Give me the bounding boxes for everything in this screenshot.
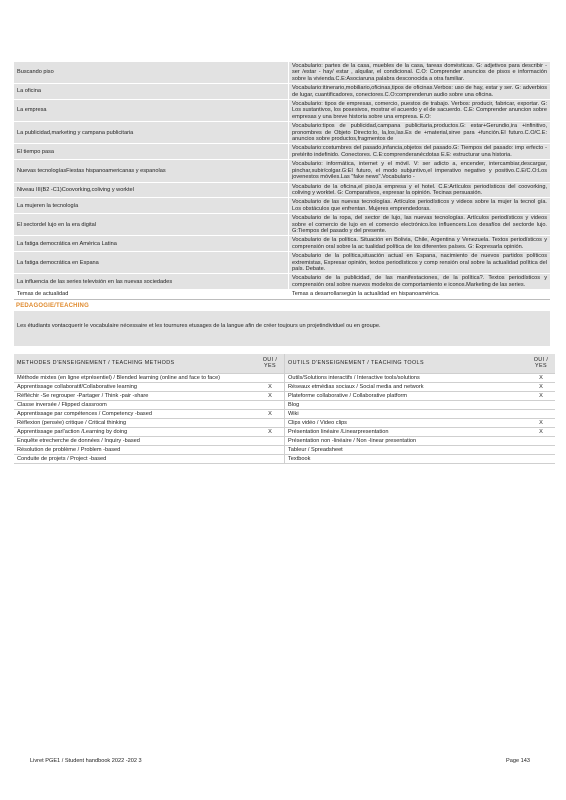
topic-row bbox=[14, 290, 550, 299]
method-yes-mark: X bbox=[256, 410, 285, 419]
method-label: Conduite de projets / Project -based bbox=[14, 455, 256, 464]
method-tool-row bbox=[14, 446, 555, 455]
method-tool-row bbox=[14, 428, 555, 437]
tool-yes-mark bbox=[527, 455, 555, 464]
topic-row bbox=[14, 198, 550, 214]
method-label: Enquête etrecherche de données / Inquiry -based bbox=[14, 437, 256, 446]
method-tool-row bbox=[14, 455, 555, 464]
topic-row bbox=[14, 160, 550, 182]
method-yes-mark bbox=[256, 401, 285, 410]
method-yes-mark bbox=[256, 455, 285, 464]
method-tool-row bbox=[14, 383, 555, 392]
topic-content: Vocabulario de la política,situación actual en Espana, nacimiento de nuevos partidos políticos extremistas, Expresar opinión, textos periodísticos y comp rensión oral sobre la actualidad política del país. Debate. bbox=[289, 252, 551, 274]
topic-row bbox=[14, 236, 550, 252]
topic-content: Vocabulario de la oficina,el piso,la empresa y el hotel. C.E:Artículos periodísticos del coovorking, coliving y worktel. G: Comparativos, expresar la opinión. Tecinas persuasión. bbox=[289, 182, 551, 198]
topic-theme: Temas de actualidad bbox=[14, 290, 289, 299]
topic-row bbox=[14, 214, 550, 236]
pedagogy-intro: Les étudiants vontacquerir le vocabulaire nécessaire et les tournures etusages de la langue afin de créer toujours un projetindividuel ou en groupe. bbox=[14, 311, 550, 346]
method-label: Réfléchir -Se regrouper -Partager / Think -pair -share bbox=[14, 392, 256, 401]
tool-yes-mark bbox=[527, 446, 555, 455]
tool-label: Tableur / Spreadsheet bbox=[285, 446, 528, 455]
tool-yes-mark bbox=[527, 437, 555, 446]
topic-theme: La publicidad,marketing y campana publicitaria bbox=[14, 122, 289, 144]
tool-yes-mark bbox=[527, 401, 555, 410]
method-tool-row bbox=[14, 392, 555, 401]
topic-theme: La fatiga democrática en Espana bbox=[14, 252, 289, 274]
method-tool-row bbox=[14, 401, 555, 410]
topic-row bbox=[14, 84, 550, 100]
topic-content: Vocabulario:costumbres del pasado,infancia,objetos del pasado.G: Tiempos del pasado: imp erfecto - pretérito indefinido. Conectores. C.E:comprenderanécdotas E.E: estructurar una historia. bbox=[289, 144, 551, 160]
topic-theme: La mujeren la tecnología bbox=[14, 198, 289, 214]
tool-label: Blog bbox=[285, 401, 528, 410]
tool-label: Plateforme collaborative / Collaborative platform bbox=[285, 392, 528, 401]
topic-theme: La oficina bbox=[14, 84, 289, 100]
method-label: Apprentissage collaboratif/Collaborative learning bbox=[14, 383, 256, 392]
tool-label: Wiki bbox=[285, 410, 528, 419]
method-yes-mark: X bbox=[256, 428, 285, 437]
handbook-page bbox=[14, 62, 550, 464]
pedagogy-heading: PEDAGOGIE/TEACHING bbox=[16, 302, 89, 309]
topic-theme: Buscando piso bbox=[14, 62, 289, 84]
topic-content: Vocabulario: informática, internet y el móvil. V: ser adicto a, encender, intercambiar,descargar, pinchar,subir/colgar.G:EI futuro, el modo subjuntivo,el imperativo negativo y positivo.C.E/C.O:Los jovenestos móviles.Las "fake news".Vocabulario - bbox=[289, 160, 551, 182]
topic-theme: El sectordel lujo en la era digital bbox=[14, 214, 289, 236]
topic-content: Vocabulario de las nuevas tecnologías. Artículos periodísticos y videos sobre la mujer la tecnol gía. Los obstáculos que enfrentan. Mujeres emprendedoras. bbox=[289, 198, 551, 214]
topic-row bbox=[14, 182, 550, 198]
topic-content: Temas a desarrollarsegún la actualidad en hispanoamérica. bbox=[289, 290, 551, 299]
footer-page-number: Page 143 bbox=[506, 758, 530, 764]
tool-yes-mark bbox=[527, 410, 555, 419]
method-tool-row bbox=[14, 419, 555, 428]
topic-row bbox=[14, 252, 550, 274]
topic-content: Vocabulario de la política. Situación en Bolivia, Chile, Argentina y Venezuela. Textos periodísticos y comprensión oral sobre la ac tualidad política de los diferentes países. G: Expresarla opinión. bbox=[289, 236, 551, 252]
topic-theme: Niveau III(B2 -C1)Coovorking,coliving y worktel bbox=[14, 182, 289, 198]
method-label: Apprentissage parl'action /Learning by doing bbox=[14, 428, 256, 437]
method-label: Méthode mixtes (en ligne etprésentiel) / Blended learning (online and face to face) bbox=[14, 374, 256, 383]
footer-handbook-label: Livret PGE1 / Student handbook 2022 -202 3 bbox=[30, 758, 142, 764]
methods-tools-table bbox=[14, 354, 555, 465]
page-footer bbox=[30, 758, 530, 764]
topic-row bbox=[14, 62, 550, 84]
method-yes-mark bbox=[256, 446, 285, 455]
topic-theme: La empresa bbox=[14, 100, 289, 122]
tools-header: OUTILS D'ENSEIGNEMENT / TEACHING TOOLS bbox=[285, 354, 528, 374]
methods-header-row bbox=[14, 354, 555, 374]
method-yes-mark bbox=[256, 419, 285, 428]
method-tool-row bbox=[14, 374, 555, 383]
method-label: Réflexion (pensée) critique / Critical thinking bbox=[14, 419, 256, 428]
method-yes-mark bbox=[256, 374, 285, 383]
topic-content: Vocabulario:itinerario,mobiliario,oficinas,tipos de oficinas.Verbos: uso de hay, estar y ser. G: adverbios de lugar, cuantificadores, conectores.C.O:comprenderun audio sobre una oficina. bbox=[289, 84, 551, 100]
course-topics-table bbox=[14, 62, 550, 300]
tool-label: Outils/Solutions interactifs / Interactive tools/solutions bbox=[285, 374, 528, 383]
topic-content: Vocabulario:tipos de publicidad,campana publicitaria,productos.G: estar+Gerundio,ira +infinitivo, pronombres de Objeto Directo:lo, la,los,las.Es de +material,sirve para +función.EI futuro.C.O/C.E: anuncios sobre productos,fragmentos de bbox=[289, 122, 551, 144]
methods-header: METHODES D'ENSEIGNEMENT / TEACHING METHODS bbox=[14, 354, 256, 374]
topic-theme: La fatiga democrática en América Latina bbox=[14, 236, 289, 252]
method-label: Résolution de problème / Problem -based bbox=[14, 446, 256, 455]
method-label: Apprentissage par compétences / Competency -based bbox=[14, 410, 256, 419]
tool-yes-mark: X bbox=[527, 428, 555, 437]
method-tool-row bbox=[14, 437, 555, 446]
topic-theme: El tiempo pasa bbox=[14, 144, 289, 160]
method-tool-row bbox=[14, 410, 555, 419]
topic-content: Vocabulario de la ropa, del sector de lujo, las nuevas tecnologías. Artículos periodísticos y videos sobre el comercio de lujo en el comercio electrónico.los influencers.Los desafíos del sectorde lujo. G:Tiempos del pasado y del presente. bbox=[289, 214, 551, 236]
method-yes-mark: X bbox=[256, 383, 285, 392]
topic-content: Vocabulario: tipos de empresas, comercio, puestos de trabajo. Verbos: producir, fabricar, exportar. G: Los sustantivos, los posesivos, mostrar el acuerdo y el de sacuerdo. C.E: Comprender anuncion sobre empresas y una breve historia sobre una empresa. E.O: bbox=[289, 100, 551, 122]
tool-yes-mark: X bbox=[527, 383, 555, 392]
tool-yes-mark: X bbox=[527, 392, 555, 401]
topic-content: Vocabulario de la publicidad, de las manifestaciones, de la política?. Textos periodísticos y comprensión oral sobre nuevos modelos de comportamiento e iconos.Marketing de las series. bbox=[289, 274, 551, 290]
tool-label: Clips vidéo / Video clips bbox=[285, 419, 528, 428]
topic-row bbox=[14, 274, 550, 290]
topic-row bbox=[14, 144, 550, 160]
tool-label: Réseaux etmédias sociaux / Social media and network bbox=[285, 383, 528, 392]
topic-row bbox=[14, 100, 550, 122]
topic-theme: La influencia de las series televisión en las nuevas sociedades bbox=[14, 274, 289, 290]
methods-yes-header: OUI / YES bbox=[256, 354, 285, 374]
tool-yes-mark: X bbox=[527, 419, 555, 428]
topic-row bbox=[14, 122, 550, 144]
tools-yes-header: OUI / YES bbox=[527, 354, 555, 374]
tool-label: Présentation linéaire /Linearpresentation bbox=[285, 428, 528, 437]
method-yes-mark: X bbox=[256, 392, 285, 401]
topic-content: Vocabulario: partes de la casa, muebles de la casa, tareas domésticas. G: adjetivos para describir - ser /estar - hay/ estar , alquilar, el condicional. C.O: Comprender anuncios de pisos e información sobre la vivienda.C.E:Asociaruna palabra desconocida a otra familiar. bbox=[289, 62, 551, 84]
method-yes-mark bbox=[256, 437, 285, 446]
topic-theme: Nuevas tecnologíasFiestas hispanoamericanas y espanolas bbox=[14, 160, 289, 182]
method-label: Classe inversée / Flipped classroom bbox=[14, 401, 256, 410]
tool-label: Textbook bbox=[285, 455, 528, 464]
tool-label: Présentation non -linéaire / Non -linear presentation bbox=[285, 437, 528, 446]
tool-yes-mark: X bbox=[527, 374, 555, 383]
